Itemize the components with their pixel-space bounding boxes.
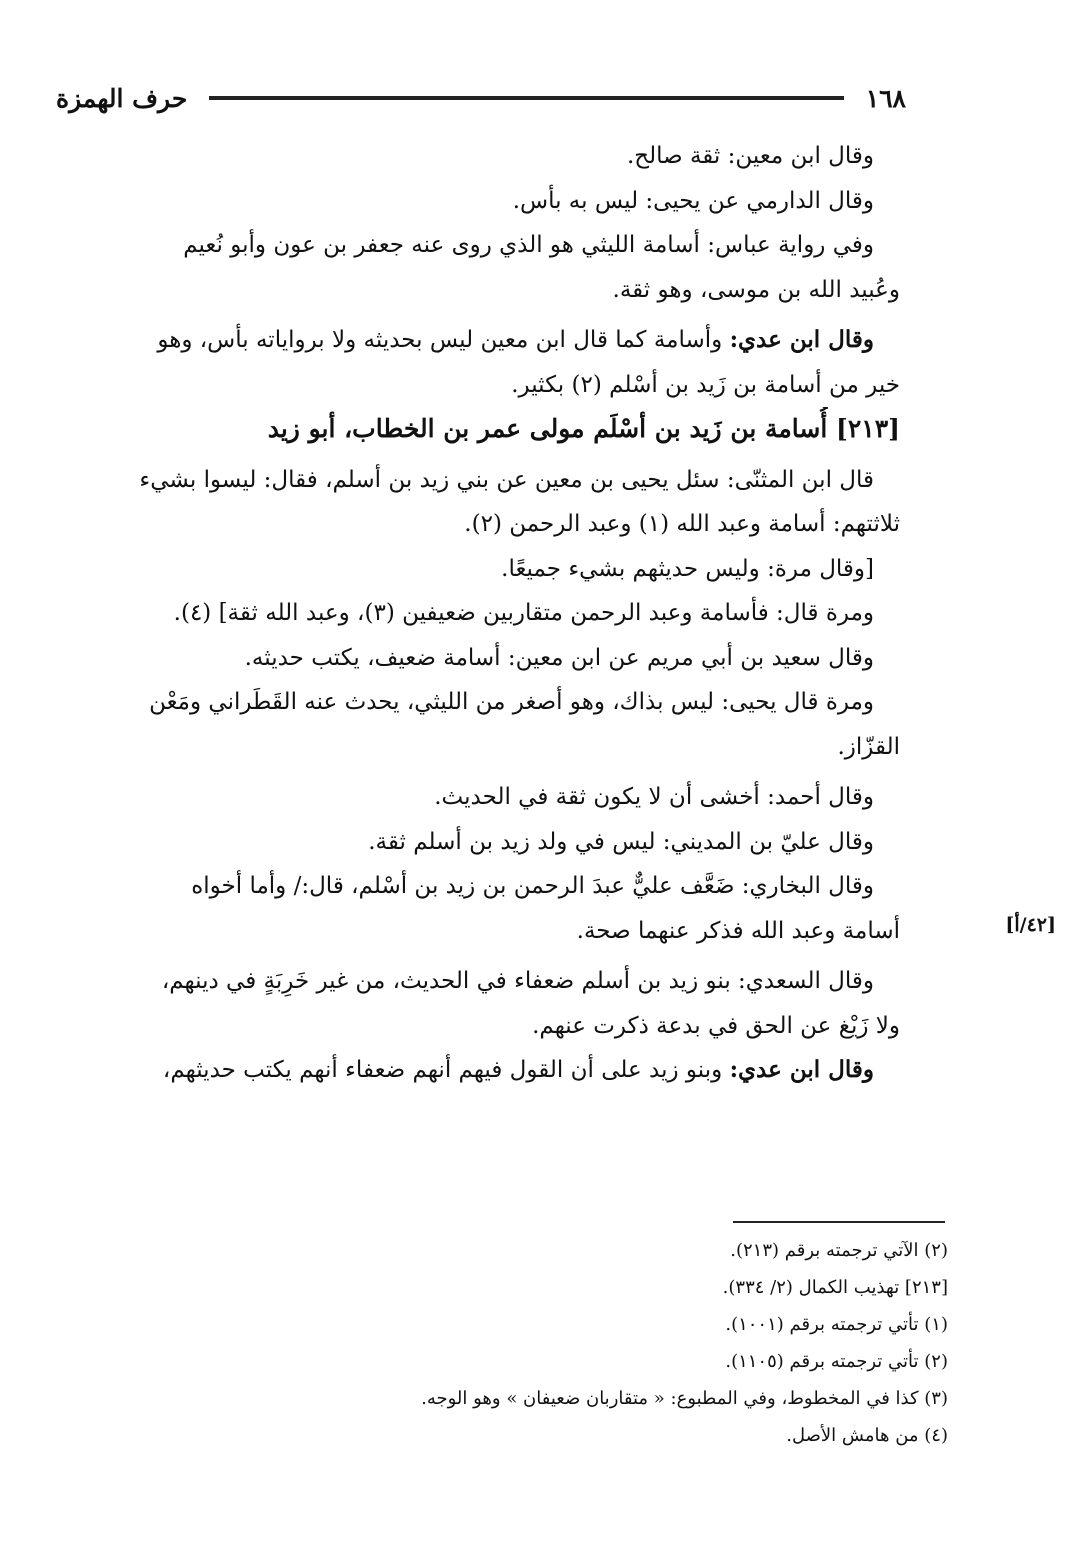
text-line: وفي رواية عباس: أسامة الليثي هو الذي روى عنه جعفر بن عون وأبو نُعيم [183,232,874,258]
text-line: القزّاز. [837,733,900,760]
text-line: خير من أسامة بن زَيد بن أسْلم (٢) بكثير. [511,371,900,398]
bold-lead: وقال ابن عدي: [729,1056,874,1083]
entry-heading: [٢١٣] أُسامة بن زَيد بن أسْلَم مولى عمر بن الخطاب، أبو زيد [267,414,900,443]
header-rule [209,96,843,100]
text-line: وقال أحمد: أخشى أن لا يكون ثقة في الحديث. [434,784,874,810]
footnote: [٢١٣] تهذيب الكمال (٢/ ٣٣٤). [722,1277,948,1298]
text-line: وقال ابن معين: ثقة صالح. [626,143,874,169]
page-number: ١٦٨ [865,83,906,113]
text-line-rest: وأسامة كما قال ابن معين ليس بحديثه ولا برواياته بأس، وهو [157,327,723,353]
text-line: ومرة قال: فأسامة وعبد الرحمن متقاربين ضعيفين (٣)، وعبد الله ثقة] (٤). [173,600,874,626]
margin-folio-note: [٤٢/أ] [1005,914,1056,936]
footnotes [100,1232,948,1454]
text-line: وقال الدارمي عن يحيى: ليس به بأس. [512,187,874,214]
footnote: (١) تأتي ترجمته برقم (١٠٠١). [725,1314,948,1335]
text-line: أسامة وعبد الله فذكر عنهما صحة. [576,917,900,944]
text-line: قال ابن المثنّى: سئل يحيى بن معين عن بني زيد بن أسلم، فقال: ليسوا بشيء [139,466,874,493]
text-line: ثلاثتهم: أسامة وعبد الله (١) وعبد الرحمن (٢). [464,511,900,537]
text-line: ولا زَيْغ عن الحق في بدعة ذكرت عنهم. [532,1012,900,1039]
text-line: وعُبيد الله بن موسى، وهو ثقة. [612,276,900,303]
footnote: (٤) من هامش الأصل. [786,1425,948,1446]
running-head: حرف الهمزة [56,83,188,113]
text-line: [وقال مرة: وليس حديثهم بشيء جميعًا. [501,555,874,582]
footnote-rule [733,1221,945,1223]
text-line [62,318,900,363]
page-header [56,78,906,118]
text-line: ومرة قال يحيى: ليس بذاك، وهو أصغر من الليثي، يحدث عنه القَطَراني ومَعْن [149,689,874,715]
footnote: (٣) كذا في المخطوط، وفي المطبوع: « متقاربان ضعيفان » وهو الوجه. [421,1388,948,1409]
text-line: وقال البخاري: ضَعَّف عليٌّ عبدَ الرحمن بن زيد بن أسْلم، قال:/ وأما أخواه [191,873,874,899]
footnote: (٢) الآتي ترجمته برقم (٢١٣). [730,1240,948,1261]
main-text [62,134,900,1093]
text-line: وقال السعدي: بنو زيد بن أسلم ضعفاء في الحديث، من غير خَرِبَةٍ في دينهم، [161,968,874,994]
text-line-rest: وبنو زيد على أن القول فيهم أنهم ضعفاء أنهم يكتب حديثهم، [162,1057,723,1083]
text-line: وقال عليّ بن المديني: ليس في ولد زيد بن أسلم ثقة. [368,828,874,855]
text-line [62,1048,900,1093]
footnote: (٢) تأتي ترجمته برقم (١١٠٥). [725,1351,948,1372]
bold-lead: وقال ابن عدي: [729,326,874,353]
text-line: وقال سعيد بن أبي مريم عن ابن معين: أسامة ضعيف، يكتب حديثه. [244,644,874,671]
